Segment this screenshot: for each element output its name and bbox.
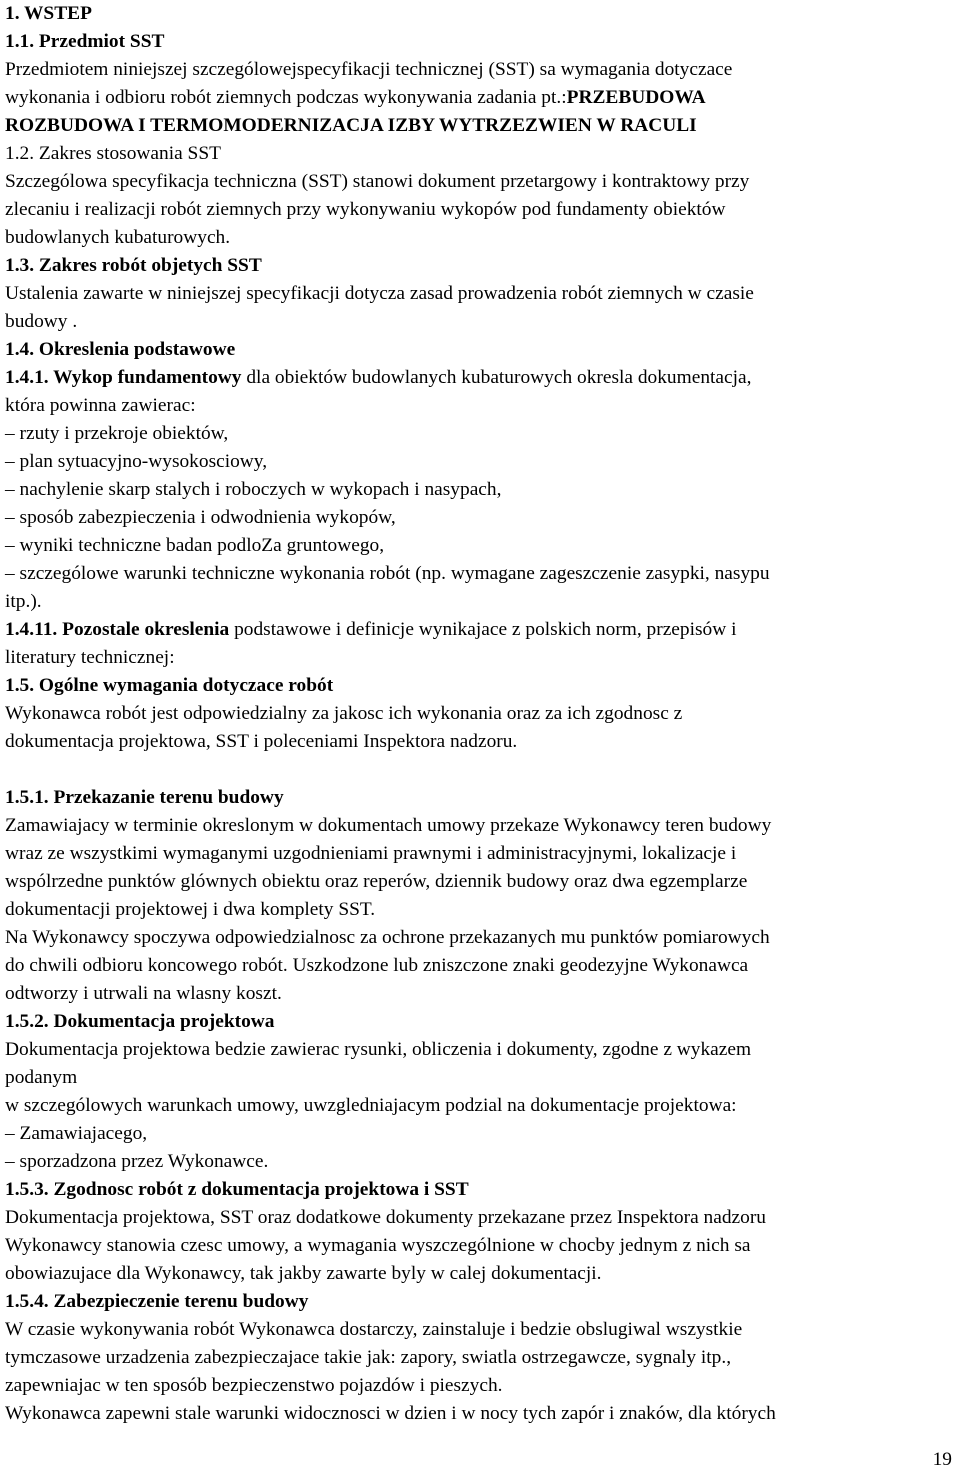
bold-text: PRZEBUDOWA	[566, 87, 706, 108]
text-line	[5, 952, 953, 980]
text-run: Ustalenia zawarte w niniejszej specyfikacji dotycza zasad prowadzenia robót ziemnych w czasie	[5, 283, 754, 304]
text-run: odtworzy i utrwali na wlasny koszt.	[5, 983, 282, 1004]
text-run: podanym	[5, 1067, 78, 1088]
blank-line	[5, 756, 953, 784]
text-line	[5, 0, 953, 28]
text-line	[5, 56, 953, 84]
text-line	[5, 1036, 953, 1064]
text-line	[5, 1288, 953, 1316]
text-line	[5, 700, 953, 728]
text-line	[5, 1372, 953, 1400]
bold-text: 1.4.11. Pozostale okreslenia	[5, 619, 230, 640]
bold-text: 1.1. Przedmiot SST	[5, 31, 165, 52]
text-line	[5, 1316, 953, 1344]
text-line	[5, 1232, 953, 1260]
page-number: 19	[932, 1449, 952, 1470]
text-line	[5, 364, 953, 392]
text-run: itp.).	[5, 591, 42, 612]
text-line	[5, 112, 953, 140]
bold-text: 1.5.2. Dokumentacja projektowa	[5, 1011, 275, 1032]
text-run: Dokumentacja projektowa bedzie zawierac rysunki, obliczenia i dokumenty, zgodne z wykazem	[5, 1039, 752, 1060]
bold-text: 1. WSTEP	[5, 3, 92, 24]
text-run: – plan sytuacyjno-wysokosciowy,	[5, 451, 268, 472]
text-line	[5, 392, 953, 420]
text-line	[5, 1120, 953, 1148]
text-line	[5, 980, 953, 1008]
bold-text: 1.5.1. Przekazanie terenu budowy	[5, 787, 284, 808]
text-line	[5, 924, 953, 952]
text-line	[5, 896, 953, 924]
document-page	[5, 0, 953, 1428]
text-line	[5, 476, 953, 504]
text-run: W czasie wykonywania robót Wykonawca dostarczy, zainstaluje i bedzie obslugiwal wszystkie	[5, 1319, 743, 1340]
text-run: Przedmiotem niniejszej szczególowejspecyfikacji technicznej (SST) sa wymagania dotyczace	[5, 59, 733, 80]
text-line	[5, 280, 953, 308]
text-run: w szczególowych warunkach umowy, uwzgledniajacym podzial na dokumentacje projektowa:	[5, 1095, 737, 1116]
text-run: zlecaniu i realizacji robót ziemnych przy wykonywaniu wykopów pod fundamenty obiektów	[5, 199, 726, 220]
text-run: dokumentacji projektowej i dwa komplety SST.	[5, 899, 376, 920]
text-line	[5, 1008, 953, 1036]
text-line	[5, 1148, 953, 1176]
text-run: 1.2. Zakres stosowania SST	[5, 143, 221, 164]
text-run: dla obiektów budowlanych kubaturowych okresla dokumentacja,	[241, 367, 752, 388]
text-run: podstawowe i definicje wynikajace z polskich norm, przepisów i	[229, 619, 737, 640]
bold-text: 1.4. Okreslenia podstawowe	[5, 339, 236, 360]
text-run: która powinna zawierac:	[5, 395, 196, 416]
text-line	[5, 532, 953, 560]
text-run: – wyniki techniczne badan podloZa gruntowego,	[5, 535, 385, 556]
text-run: – rzuty i przekroje obiektów,	[5, 423, 229, 444]
text-run: – Zamawiajacego,	[5, 1123, 148, 1144]
bold-text: 1.3. Zakres robót objetych SST	[5, 255, 262, 276]
text-run: obowiazujace dla Wykonawcy, tak jakby zawarte byly w calej dokumentacji.	[5, 1263, 602, 1284]
text-line	[5, 168, 953, 196]
text-line	[5, 644, 953, 672]
text-run: literatury technicznej:	[5, 647, 175, 668]
text-run: dokumentacja projektowa, SST i poleceniami Inspektora nadzoru.	[5, 731, 518, 752]
text-line	[5, 28, 953, 56]
text-run: budowlanych kubaturowych.	[5, 227, 231, 248]
text-run: Szczególowa specyfikacja techniczna (SST) stanowi dokument przetargowy i kontraktowy przy	[5, 171, 750, 192]
text-line	[5, 1064, 953, 1092]
text-run: Dokumentacja projektowa, SST oraz dodatkowe dokumenty przekazane przez Inspektora nadzoru	[5, 1207, 766, 1228]
text-line	[5, 252, 953, 280]
bold-text: ROZBUDOWA I TERMOMODERNIZACJA IZBY WYTRZEZWIEN W RACULI	[5, 115, 697, 136]
text-line	[5, 1092, 953, 1120]
text-run: Zamawiajacy w terminie okreslonym w dokumentach umowy przekaze Wykonawcy teren budowy	[5, 815, 772, 836]
text-line	[5, 812, 953, 840]
text-line	[5, 196, 953, 224]
text-line	[5, 224, 953, 252]
text-run: budowy .	[5, 311, 78, 332]
bold-text: 1.4.1. Wykop fundamentowy	[5, 367, 242, 388]
text-line	[5, 616, 953, 644]
text-line	[5, 336, 953, 364]
text-line	[5, 672, 953, 700]
bold-text: 1.5. Ogólne wymagania dotyczace robót	[5, 675, 334, 696]
text-line	[5, 504, 953, 532]
text-line	[5, 420, 953, 448]
text-run: wykonania i odbioru robót ziemnych podczas wykonywania zadania pt.:	[5, 87, 567, 108]
text-run: zapewniajac w ten sposób bezpieczenstwo pojazdów i pieszych.	[5, 1375, 503, 1396]
bold-text: 1.5.4. Zabezpieczenie terenu budowy	[5, 1291, 309, 1312]
text-run: Wykonawcy stanowia czesc umowy, a wymagania wyszczególnione w chocby jednym z nich sa	[5, 1235, 751, 1256]
text-run: – nachylenie skarp stalych i roboczych w wykopach i nasypach,	[5, 479, 502, 500]
text-run: Wykonawca zapewni stale warunki widocznosci w dzien i w nocy tych zapór i znaków, dla których	[5, 1403, 776, 1424]
text-line	[5, 308, 953, 336]
text-run: – sporzadzona przez Wykonawce.	[5, 1151, 269, 1172]
text-line	[5, 1400, 953, 1428]
text-line	[5, 1344, 953, 1372]
text-run: – szczególowe warunki techniczne wykonania robót (np. wymagane zageszczenie zasypki, nasypu	[5, 563, 770, 584]
text-line	[5, 1204, 953, 1232]
text-line	[5, 588, 953, 616]
text-run: wspólrzedne punktów glównych obiektu oraz reperów, dziennik budowy oraz dwa egzemplarze	[5, 871, 748, 892]
text-line	[5, 784, 953, 812]
text-run: – sposób zabezpieczenia i odwodnienia wykopów,	[5, 507, 396, 528]
text-line	[5, 560, 953, 588]
text-run: Na Wykonawcy spoczywa odpowiedzialnosc za ochrone przekazanych mu punktów pomiarowych	[5, 927, 770, 948]
text-run: Wykonawca robót jest odpowiedzialny za jakosc ich wykonania oraz za ich zgodnosc z	[5, 703, 683, 724]
text-line	[5, 1260, 953, 1288]
text-line	[5, 84, 953, 112]
text-run: do chwili odbioru koncowego robót. Uszkodzone lub zniszczone znaki geodezyjne Wykonawca	[5, 955, 749, 976]
text-line	[5, 140, 953, 168]
text-run: wraz ze wszystkimi wymaganymi uzgodnieniami prawnymi i administracyjnymi, lokalizacje i	[5, 843, 737, 864]
bold-text: 1.5.3. Zgodnosc robót z dokumentacja projektowa i SST	[5, 1179, 469, 1200]
text-line	[5, 868, 953, 896]
text-line	[5, 1176, 953, 1204]
text-line	[5, 840, 953, 868]
text-line	[5, 448, 953, 476]
text-run: tymczasowe urzadzenia zabezpieczajace takie jak: zapory, swiatla ostrzegawcze, sygnaly itp.,	[5, 1347, 732, 1368]
text-line	[5, 728, 953, 756]
